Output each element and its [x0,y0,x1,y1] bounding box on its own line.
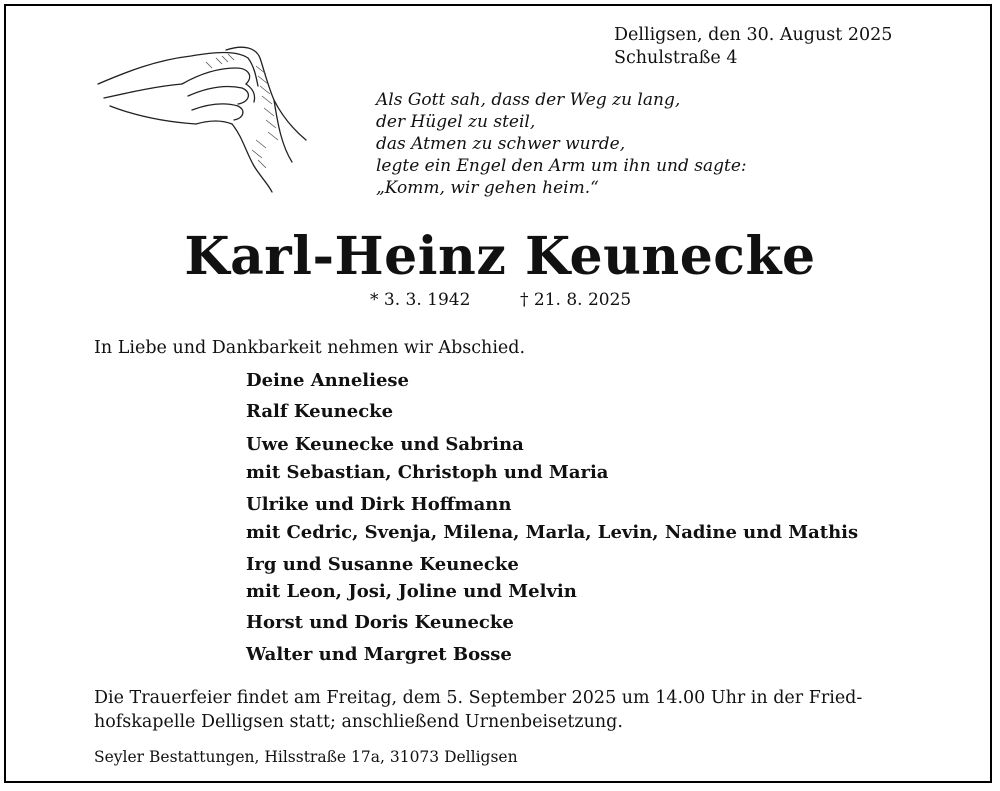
holding-hands-illustration [96,36,308,194]
notice-line: hofskapelle Delligsen statt; anschließend Urnenbeisetzung. [94,712,623,732]
mourner-line: Walter und Margret Bosse [246,644,512,665]
poem-line: „Komm, wir gehen heim.“ [376,178,599,198]
mourner-line: mit Leon, Josi, Joline und Melvin [246,581,577,602]
place-date-block [614,24,892,70]
poem-line: legte ein Engel den Arm um ihn und sagte: [376,156,747,176]
deceased-name: Karl-Heinz Keunecke [184,226,816,287]
mourner-line: mit Cedric, Svenja, Milena, Marla, Levin, Nadine und Mathis [246,522,859,543]
death-date: † 21. 8. 2025 [520,290,632,310]
poem [376,89,747,199]
undertaker-line: Seyler Bestattungen, Hilsstraße 17a, 31073 Delligsen [94,748,518,766]
mourner-line: Ulrike und Dirk Hoffmann [246,494,512,515]
poem-line: Als Gott sah, dass der Weg zu lang, [376,90,681,110]
mourner-line: Ralf Keunecke [246,401,394,422]
funeral-notice [94,686,862,734]
obituary-notice [4,4,992,783]
street-address: Schulstraße 4 [614,48,738,68]
mourner-line: Horst und Doris Keunecke [246,612,514,633]
mourner-line: mit Sebastian, Christoph und Maria [246,462,609,483]
mourner-line: Uwe Keunecke und Sabrina [246,434,524,455]
mourner-line: Deine Anneliese [246,370,410,391]
notice-line: Die Trauerfeier findet am Freitag, dem 5. September 2025 um 14.00 Uhr in der Fried- [94,688,863,708]
poem-line: der Hügel zu steil, [376,112,536,132]
mourner-line: Irg und Susanne Keunecke [246,554,519,575]
farewell-intro: In Liebe und Dankbarkeit nehmen wir Abschied. [94,338,526,358]
poem-line: das Atmen zu schwer wurde, [376,134,626,154]
birth-date: * 3. 3. 1942 [370,290,471,310]
place-date: Delligsen, den 30. August 2025 [614,25,893,45]
